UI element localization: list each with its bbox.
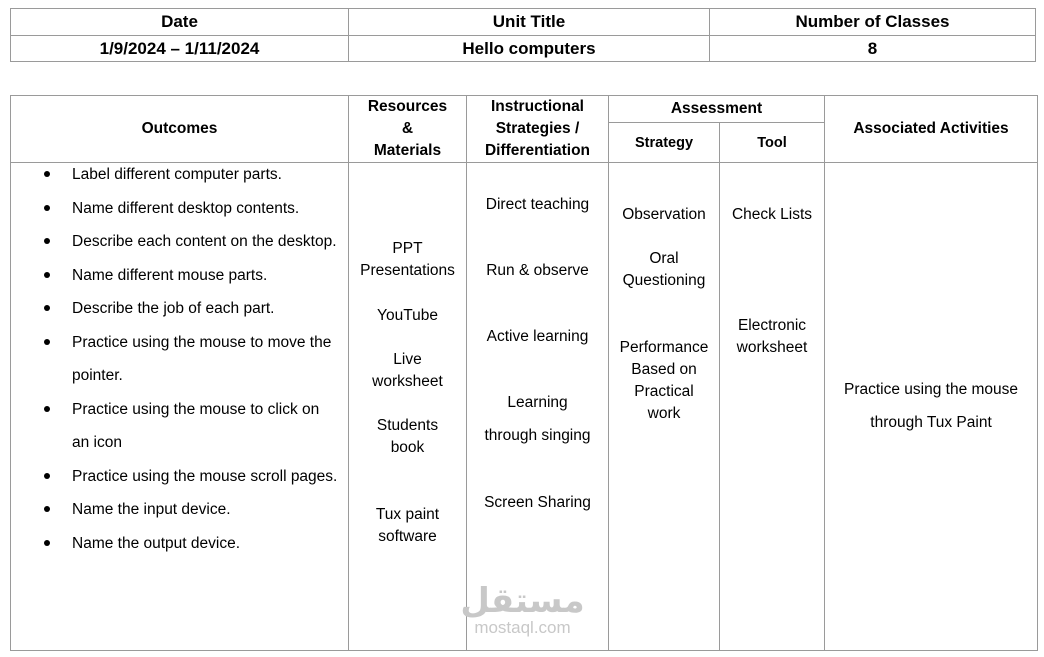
strategy-item: Active learning — [486, 328, 589, 345]
outcome-item — [11, 192, 340, 226]
resource-line: Students — [376, 417, 439, 434]
unit-header-table — [10, 8, 1036, 62]
assessment-strategy-header: Strategy — [609, 123, 720, 163]
assessment-strategy-line: Performance — [619, 339, 709, 356]
bullet-icon — [44, 473, 50, 479]
outcome-text: Practice using the mouse to move the pointer. — [72, 333, 332, 384]
date-value: 1/9/2024 – 1/11/2024 — [11, 36, 349, 62]
unit-header-row — [11, 9, 1036, 36]
assessment-tool-header: Tool — [720, 123, 825, 163]
outcome-item — [11, 326, 340, 393]
outcome-text: Practice using the mouse scroll pages. — [72, 467, 338, 485]
resource-line: YouTube — [377, 307, 438, 324]
resource-line: book — [390, 439, 425, 456]
resource-line: Tux paint — [375, 506, 440, 523]
resource-item — [349, 305, 466, 327]
outcome-item — [11, 225, 340, 259]
activity-item — [825, 379, 1037, 434]
outcome-text: Name the input device. — [72, 501, 231, 518]
lesson-plan-table — [10, 95, 1038, 651]
unit-values-row — [11, 36, 1036, 62]
number-of-classes-value: 8 — [710, 36, 1036, 62]
bullet-icon — [44, 305, 50, 311]
assessment-tool-line: Electronic — [737, 317, 807, 334]
resource-line: Presentations — [360, 262, 455, 279]
resource-line: software — [378, 528, 437, 545]
watermark-latin: mostaql.com — [474, 618, 571, 637]
resources-header-line: & — [401, 120, 414, 137]
number-of-classes-header: Number of Classes — [710, 9, 1036, 36]
assessment-strategy-line: work — [647, 405, 681, 422]
resources-header-line: Materials — [373, 142, 442, 159]
resources-header — [349, 96, 467, 163]
outcome-item — [11, 393, 340, 460]
outcomes-header: Outcomes — [11, 96, 349, 163]
outcome-item — [11, 493, 340, 527]
activity-line: through Tux Paint — [870, 414, 992, 431]
assessment-strategy-line: Questioning — [622, 272, 706, 289]
strategies-cell — [467, 163, 609, 651]
assessment-tool-line: worksheet — [736, 339, 808, 356]
resource-item — [349, 238, 466, 282]
outcome-item — [11, 460, 340, 494]
activity-line: Practice using the mouse — [843, 381, 1019, 398]
strategy-item: Direct teaching — [485, 196, 590, 213]
bullet-icon — [44, 238, 50, 244]
date-header: Date — [11, 9, 349, 36]
watermark-arabic: مستقل — [460, 582, 585, 620]
strategies-header-line: Instructional — [490, 98, 584, 115]
resource-line: worksheet — [372, 373, 443, 390]
assessment-strategy-item — [609, 337, 719, 425]
bullet-icon — [44, 171, 50, 177]
resources-header-line: Resources — [367, 98, 448, 115]
activities-header: Associated Activities — [825, 96, 1038, 163]
outcome-text: Label different computer parts. — [72, 166, 282, 183]
unit-title-header: Unit Title — [349, 9, 710, 36]
assessment-tool-cell — [720, 163, 825, 651]
outcome-text: Name different mouse parts. — [72, 266, 268, 284]
assessment-strategy-line: Based on — [631, 361, 697, 378]
bullet-icon — [44, 339, 50, 345]
strategy-item: Screen Sharing — [484, 494, 591, 511]
bullet-icon — [44, 540, 50, 546]
outcome-text: Name the output device. — [72, 534, 241, 552]
assessment-strategy-cell — [609, 163, 720, 651]
resource-item — [349, 349, 466, 393]
plan-header-row — [11, 96, 1038, 123]
outcome-item — [11, 259, 340, 293]
resource-item — [349, 415, 466, 459]
outcomes-list — [11, 158, 348, 560]
strategies-header-line: Differentiation — [484, 142, 591, 159]
outcome-text: Describe each content on the desktop. — [72, 233, 337, 250]
bullet-icon — [44, 272, 50, 278]
plan-body-row — [11, 163, 1038, 651]
outcome-text: Practice using the mouse to click on an icon — [72, 400, 320, 451]
resource-line: PPT — [392, 240, 423, 257]
mostaql-watermark — [455, 583, 590, 637]
outcome-text: Name different desktop contents. — [72, 199, 300, 217]
strategies-header — [467, 96, 609, 163]
resource-item — [349, 504, 466, 548]
assessment-strategy-item: Observation — [622, 206, 706, 223]
outcome-item — [11, 158, 340, 192]
resources-cell — [349, 163, 467, 651]
resource-line: Live — [393, 351, 422, 368]
outcome-text: Describe the job of each part. — [72, 300, 275, 317]
strategy-item: Run & observe — [486, 262, 589, 279]
assessment-strategy-line: Oral — [649, 250, 679, 267]
strategy-item — [467, 392, 608, 447]
assessment-strategy-line: Practical — [634, 383, 694, 400]
assessment-strategy-item — [609, 248, 719, 292]
assessment-tool-item: Check Lists — [731, 206, 813, 223]
strategies-header-line: Strategies / — [495, 120, 580, 137]
strategy-line: through singing — [484, 427, 591, 444]
outcome-item — [11, 527, 340, 561]
strategy-line: Learning — [507, 394, 568, 411]
assessment-header: Assessment — [609, 96, 825, 123]
outcome-item — [11, 292, 340, 326]
unit-title-value: Hello computers — [349, 36, 710, 62]
bullet-icon — [44, 506, 50, 512]
activities-cell — [825, 163, 1038, 651]
bullet-icon — [44, 205, 50, 211]
assessment-tool-item — [720, 315, 824, 359]
outcomes-cell — [11, 163, 349, 651]
bullet-icon — [44, 406, 50, 412]
